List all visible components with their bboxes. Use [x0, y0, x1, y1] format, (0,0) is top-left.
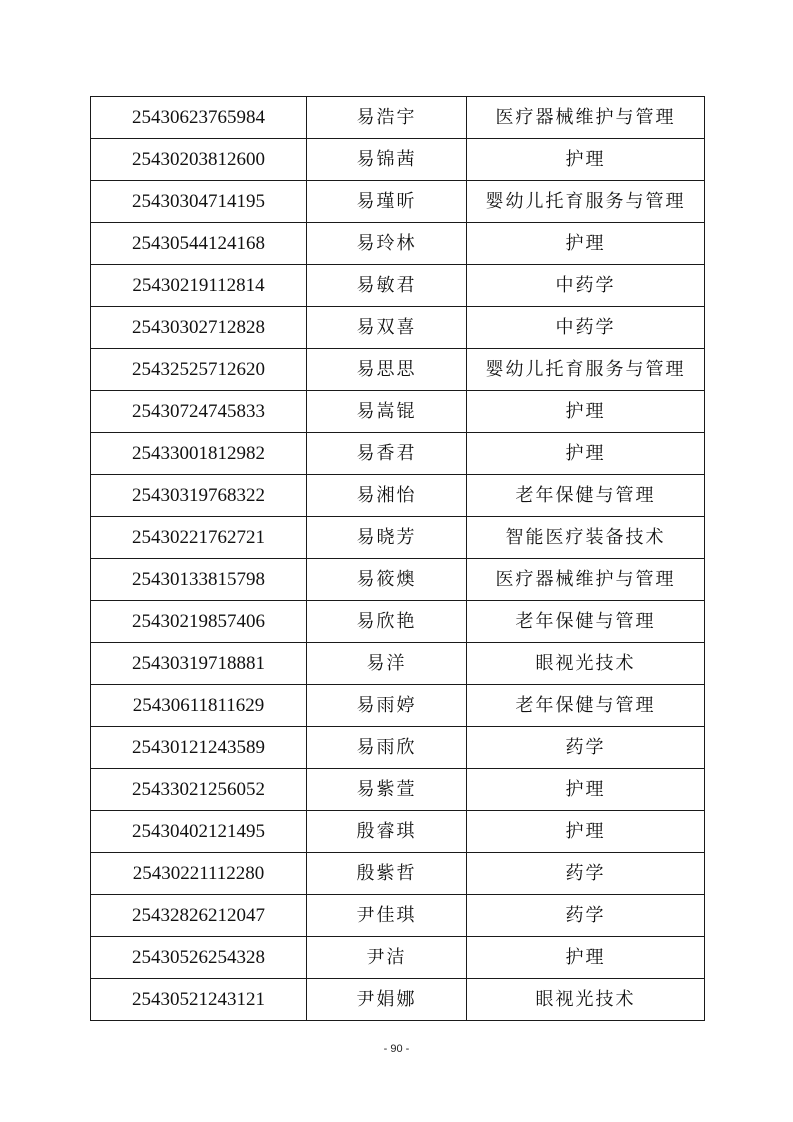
major-cell: 护理 [467, 433, 705, 475]
major-cell: 老年保健与管理 [467, 685, 705, 727]
page-number: - 90 - [383, 1043, 410, 1055]
table-row [91, 937, 705, 979]
candidate-id-cell: 25430219112814 [91, 265, 307, 307]
candidate-id-cell: 25430544124168 [91, 223, 307, 265]
roster-body [91, 97, 705, 1021]
student-name-cell: 尹娟娜 [307, 979, 467, 1021]
table-row [91, 685, 705, 727]
major-cell: 智能医疗装备技术 [467, 517, 705, 559]
student-name-cell: 殷紫哲 [307, 853, 467, 895]
major-cell: 眼视光技术 [467, 979, 705, 1021]
candidate-id-cell: 25430724745833 [91, 391, 307, 433]
student-name-cell: 易瑾昕 [307, 181, 467, 223]
student-name-cell: 尹佳琪 [307, 895, 467, 937]
table-row [91, 433, 705, 475]
candidate-id-cell: 25430302712828 [91, 307, 307, 349]
student-name-cell: 易双喜 [307, 307, 467, 349]
major-cell: 中药学 [467, 307, 705, 349]
table-row [91, 181, 705, 223]
major-cell: 老年保健与管理 [467, 601, 705, 643]
major-cell: 中药学 [467, 265, 705, 307]
candidate-id-cell: 25430221762721 [91, 517, 307, 559]
student-name-cell: 尹洁 [307, 937, 467, 979]
candidate-id-cell: 25430121243589 [91, 727, 307, 769]
table-row [91, 391, 705, 433]
table-row [91, 265, 705, 307]
major-cell: 护理 [467, 223, 705, 265]
student-name-cell: 易晓芳 [307, 517, 467, 559]
major-cell: 老年保健与管理 [467, 475, 705, 517]
candidate-id-cell: 25430304714195 [91, 181, 307, 223]
student-name-cell: 易嵩锟 [307, 391, 467, 433]
candidate-id-cell: 25430219857406 [91, 601, 307, 643]
major-cell: 护理 [467, 391, 705, 433]
candidate-id-cell: 25433021256052 [91, 769, 307, 811]
student-name-cell: 易洋 [307, 643, 467, 685]
table-row [91, 895, 705, 937]
major-cell: 医疗器械维护与管理 [467, 559, 705, 601]
student-name-cell: 易敏君 [307, 265, 467, 307]
major-cell: 护理 [467, 811, 705, 853]
major-cell: 药学 [467, 853, 705, 895]
candidate-id-cell: 25430526254328 [91, 937, 307, 979]
table-row [91, 349, 705, 391]
student-name-cell: 易锦茜 [307, 139, 467, 181]
student-name-cell: 易思思 [307, 349, 467, 391]
table-row [91, 559, 705, 601]
major-cell: 护理 [467, 769, 705, 811]
admission-roster-table [90, 96, 705, 1021]
candidate-id-cell: 25430319768322 [91, 475, 307, 517]
candidate-id-cell: 25433001812982 [91, 433, 307, 475]
candidate-id-cell: 25430319718881 [91, 643, 307, 685]
student-name-cell: 易紫萱 [307, 769, 467, 811]
candidate-id-cell: 25430623765984 [91, 97, 307, 139]
student-name-cell: 易湘怡 [307, 475, 467, 517]
student-name-cell: 易香君 [307, 433, 467, 475]
table-row [91, 643, 705, 685]
student-name-cell: 易浩宇 [307, 97, 467, 139]
student-name-cell: 殷睿琪 [307, 811, 467, 853]
table-row [91, 979, 705, 1021]
table-row [91, 727, 705, 769]
student-name-cell: 易雨婷 [307, 685, 467, 727]
student-name-cell: 易玲林 [307, 223, 467, 265]
candidate-id-cell: 25432525712620 [91, 349, 307, 391]
table-row [91, 811, 705, 853]
candidate-id-cell: 25430133815798 [91, 559, 307, 601]
major-cell: 药学 [467, 895, 705, 937]
table-row [91, 601, 705, 643]
candidate-id-cell: 25430221112280 [91, 853, 307, 895]
candidate-id-cell: 25430521243121 [91, 979, 307, 1021]
major-cell: 药学 [467, 727, 705, 769]
student-name-cell: 易筱燠 [307, 559, 467, 601]
candidate-id-cell: 25430203812600 [91, 139, 307, 181]
table-row [91, 307, 705, 349]
table-row [91, 139, 705, 181]
major-cell: 护理 [467, 937, 705, 979]
candidate-id-cell: 25430611811629 [91, 685, 307, 727]
candidate-id-cell: 25432826212047 [91, 895, 307, 937]
student-name-cell: 易欣艳 [307, 601, 467, 643]
table-row [91, 223, 705, 265]
major-cell: 婴幼儿托育服务与管理 [467, 349, 705, 391]
table-row [91, 517, 705, 559]
table-row [91, 475, 705, 517]
major-cell: 护理 [467, 139, 705, 181]
table-row [91, 97, 705, 139]
major-cell: 婴幼儿托育服务与管理 [467, 181, 705, 223]
major-cell: 医疗器械维护与管理 [467, 97, 705, 139]
student-name-cell: 易雨欣 [307, 727, 467, 769]
candidate-id-cell: 25430402121495 [91, 811, 307, 853]
table-row [91, 769, 705, 811]
major-cell: 眼视光技术 [467, 643, 705, 685]
table-row [91, 853, 705, 895]
